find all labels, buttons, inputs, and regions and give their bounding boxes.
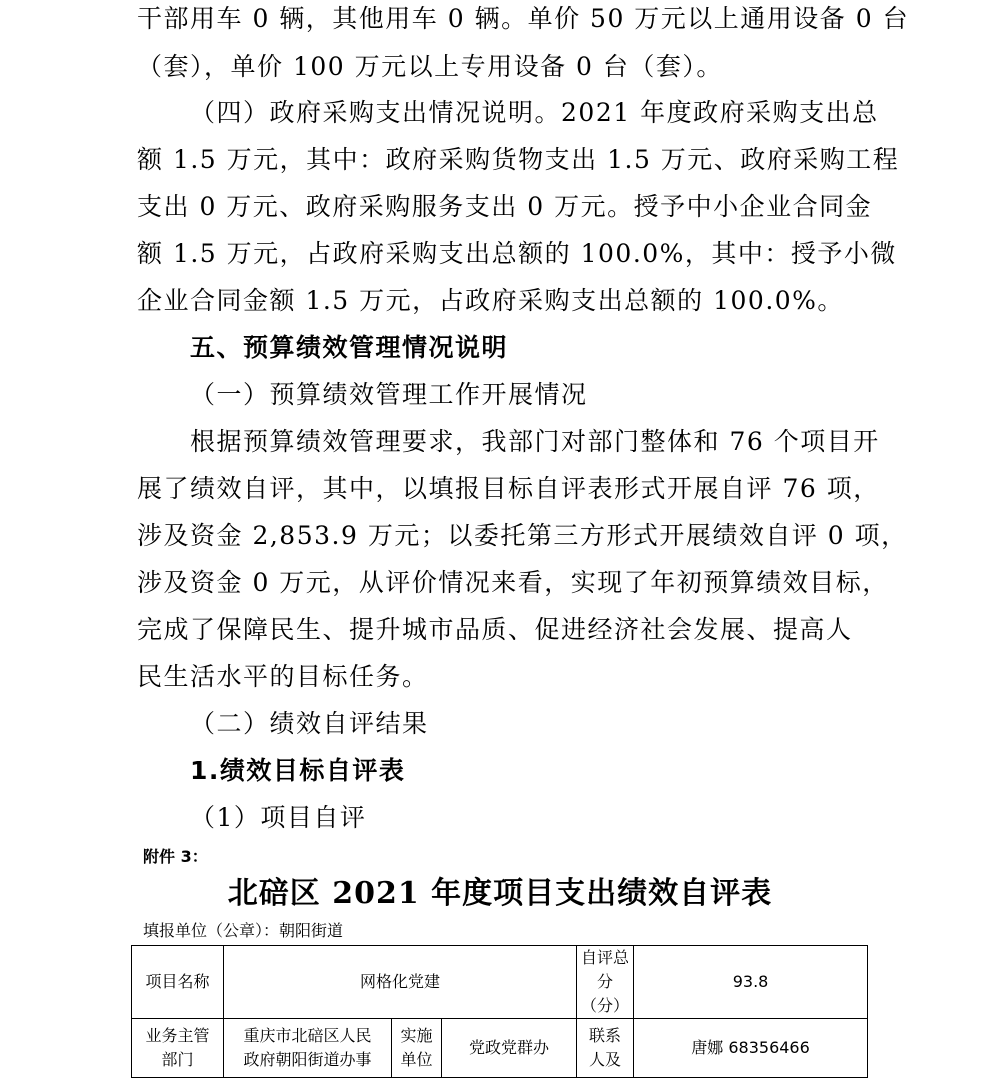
body-line-6: 额 1.5 万元，占政府采购支出总额的 100.0%，其中：授予小微 (137, 239, 897, 268)
dept-value (224, 1019, 392, 1078)
table-title: 北碚区 2021 年度项目支出绩效自评表 (227, 876, 773, 911)
dept-label (132, 1019, 224, 1078)
impl-unit-label-line1: 实施 (400, 1026, 433, 1045)
dept-value-line2: 政府朝阳街道办事 (243, 1050, 372, 1069)
body-line-2: （套），单价 100 万元以上专用设备 0 台（套）。 (137, 52, 723, 81)
body-line-13: 涉及资金 0 万元，从评价情况来看，实现了年初预算绩效目标， (137, 568, 889, 597)
item-heading-1: 1.绩效目标自评表 (190, 756, 406, 785)
body-line-1: 干部用车 0 辆，其他用车 0 辆。单价 50 万元以上通用设备 0 台 (137, 4, 910, 33)
impl-unit-label-line2: 单位 (400, 1050, 433, 1069)
evaluation-table (131, 945, 868, 1078)
section-heading-5: 五、预算绩效管理情况说明 (190, 333, 509, 362)
table-row (132, 946, 868, 1019)
contact-label (577, 1019, 634, 1078)
score-label-line1: 自评总分 (581, 948, 630, 991)
subsection-heading-1: （一）预算绩效管理工作开展情况 (190, 380, 588, 409)
dept-value-line1: 重庆市北碚区人民 (243, 1026, 372, 1045)
subsection-heading-2: （二）绩效自评结果 (190, 709, 429, 738)
project-name-value: 网格化党建 (224, 946, 577, 1019)
dept-label-line2: 部门 (161, 1050, 194, 1069)
contact-label-line1: 联系 (589, 1026, 622, 1045)
filler-unit: 填报单位（公章）：朝阳街道 (143, 921, 344, 940)
item-heading-1-1: （1）项目自评 (190, 803, 367, 832)
attachment-label: 附件 3： (143, 847, 208, 866)
body-line-12: 涉及资金 2,853.9 万元；以委托第三方形式开展绩效自评 0 项， (137, 521, 908, 550)
body-line-15: 民生活水平的目标任务。 (137, 662, 429, 691)
table-row (132, 1019, 868, 1078)
score-label (577, 946, 634, 1019)
contact-label-line2: 人及 (589, 1050, 622, 1069)
dept-label-line1: 业务主管 (145, 1026, 210, 1045)
contact-value: 唐娜 68356466 (634, 1019, 868, 1078)
impl-unit-label (392, 1019, 442, 1078)
body-line-5: 支出 0 万元、政府采购服务支出 0 万元。授予中小企业合同金 (137, 192, 873, 221)
score-value: 93.8 (634, 946, 868, 1019)
project-name-label: 项目名称 (132, 946, 224, 1019)
body-line-10: 根据预算绩效管理要求，我部门对部门整体和 76 个项目开 (190, 427, 880, 456)
body-line-7: 企业合同金额 1.5 万元，占政府采购支出总额的 100.0%。 (137, 286, 844, 315)
score-label-line2: （分） (581, 996, 630, 1015)
body-line-14: 完成了保障民生、提升城市品质、促进经济社会发展、提高人 (137, 615, 853, 644)
body-line-4: 额 1.5 万元，其中：政府采购货物支出 1.5 万元、政府采购工程 (137, 145, 900, 174)
body-line-3: （四）政府采购支出情况说明。2021 年度政府采购支出总 (190, 98, 879, 127)
impl-unit-value: 党政党群办 (442, 1019, 577, 1078)
body-line-11: 展了绩效自评，其中，以填报目标自评表形式开展自评 76 项， (137, 474, 880, 503)
